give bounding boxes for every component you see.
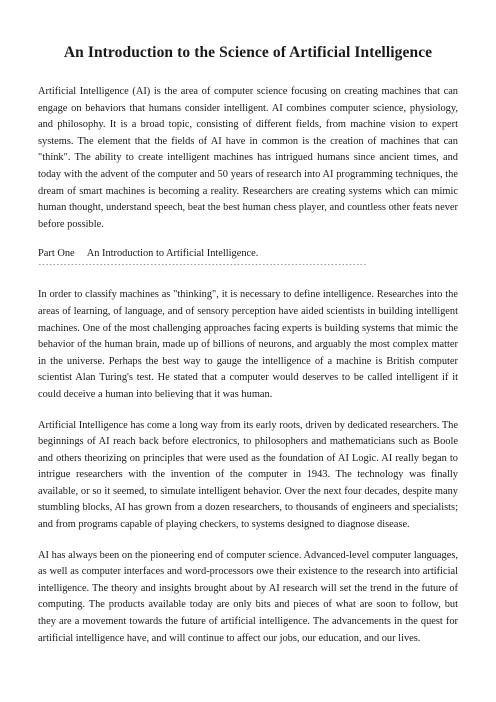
body-paragraph-3: AI has always been on the pioneering end of computer science. Advanced-level computer languages, as well as computer interfaces and word-processors owe their existence to the research into artificial intelligence. The theory and insights brought about by AI research will set the trend in the future of computing. The products available today are only bits and pieces of what are soon to follow, but they are a movement towards the future of artificial intelligence. The advancements in the quest for artificial intelligence have, and will continue to affect our jobs, our education, and our lives. bbox=[38, 549, 458, 644]
document-title: An Introduction to the Science of Artificial Intelligence bbox=[63, 44, 433, 61]
section-title: An Introduction to Artificial Intelligence. bbox=[86, 248, 259, 260]
body-paragraph-2: Artificial Intelligence has come a long way from its early roots, driven by dedicated researchers. The beginnings of AI reach back before electronics, to philosophers and mathematicians such as Boole and others theorizing on principles that were used as the foundation of AI Logic. AI really began to intrigue researchers with the invention of the computer in 1943. The technology was finally available, or so it seemed, to simulate intelligent behavior. Over the next four decades, despite many stumbling blocks, AI has grown from a dozen researchers, to thousands of engineers and specialists; and from programs capable of playing checkers, to systems designed to diagnose disease. bbox=[38, 419, 458, 531]
section-divider: ------------------------------------------------------------------------------------------- bbox=[38, 261, 367, 269]
section-part-label: Part One bbox=[38, 248, 75, 260]
intro-paragraph: Artificial Intelligence (AI) is the area of computer science focusing on creating machines that can engage on behaviors that humans consider intelligent. AI combines computer science, physiology, and philosophy. It is a broad topic, consisting of different fields, from machine vision to expert systems. The element that the fields of AI have in common is the creation of machines that can "think". The ability to create intelligent machines has intrigued humans since ancient times, and today with the advent of the computer and 50 years of research into AI programming techniques, the dream of smart machines is becoming a reality. Researchers are creating systems which can mimic human thought, understand speech, beat the best human chess player, and countless other feats never before possible. bbox=[38, 86, 458, 230]
section-heading bbox=[38, 247, 458, 261]
body-paragraph-1: In order to classify machines as "thinking", it is necessary to define intelligence. Researches into the areas of learning, of language, and of sensory perception have aided scientists in building intelligent machines. One of the most challenging approaches facing experts is building systems that mimic the behavior of the human brain, made up of billions of neurons, and arguably the most complex matter in the universe. Perhaps the best way to gauge the intelligence of a machine is British computer scientist Alan Turing's test. He stated that a computer would deserves to be called intelligent if it could deceive a human into believing that it was human. bbox=[38, 289, 458, 400]
